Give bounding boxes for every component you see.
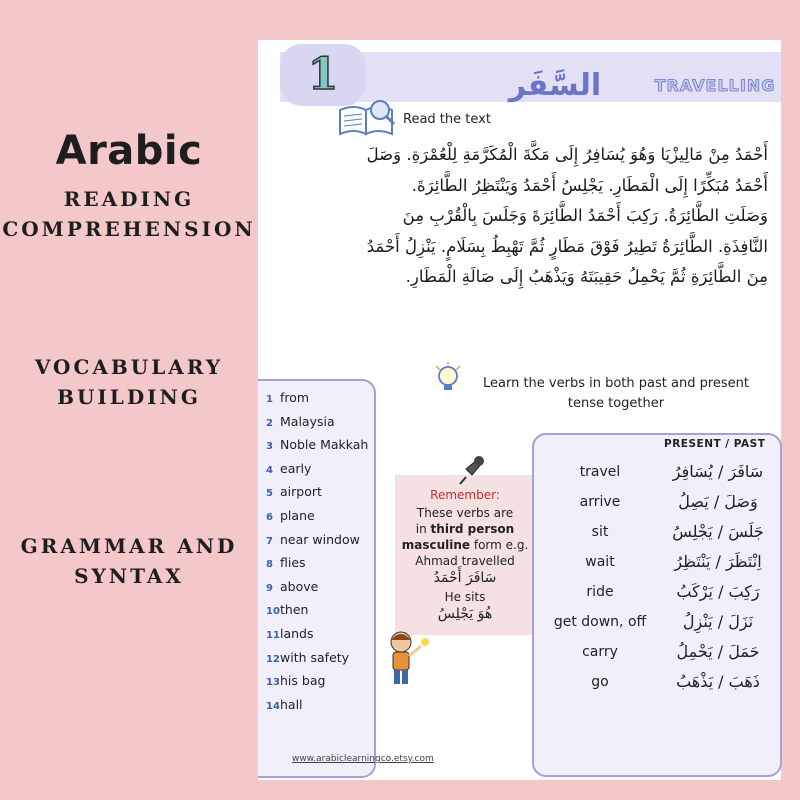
- vocab-number: 5: [266, 488, 273, 500]
- list-item: [266, 647, 374, 671]
- verb-english: travel: [579, 464, 621, 480]
- footer-link[interactable]: www.arabiclearningco.etsy.com: [292, 754, 434, 764]
- verb-english: sit: [591, 524, 609, 540]
- topic-grammar: [0, 531, 258, 591]
- vocab-number: 14: [266, 700, 280, 712]
- vocab-word: hall: [280, 696, 303, 712]
- vocab-number: 9: [266, 582, 273, 594]
- table-row: [534, 577, 780, 607]
- list-item: [266, 670, 374, 694]
- remember-note: [395, 475, 535, 635]
- list-item: [266, 505, 374, 529]
- vocabulary-list-panel: [258, 379, 376, 778]
- list-item: [266, 387, 374, 411]
- topic-grammar-line2: SYNTAX: [74, 564, 184, 588]
- worksheet-page: [258, 40, 781, 780]
- note-line: Ahmad travelled: [415, 554, 515, 568]
- boy-character-icon: [381, 628, 431, 690]
- verb-arabic: اِنْتَظَرَ / يَنْتَظِرُ: [674, 552, 762, 571]
- table-row: [534, 547, 780, 577]
- topic-vocabulary-line2: BUILDING: [57, 385, 201, 409]
- note-arabic: سَافَرَ أَحْمَدُ: [433, 570, 497, 586]
- table-row: [534, 517, 780, 547]
- verbs-table-panel: [532, 433, 782, 777]
- list-item: [266, 576, 374, 600]
- vocab-number: 3: [266, 441, 273, 453]
- vocab-word: airport: [280, 484, 322, 500]
- list-item: [266, 481, 374, 505]
- reading-passage: [286, 140, 768, 293]
- table-row: [534, 607, 780, 637]
- verbs-header: PRESENT / PAST: [664, 438, 766, 450]
- verb-arabic: سَافَرَ / يُسَافِرُ: [672, 462, 764, 481]
- list-item: [266, 694, 374, 718]
- lesson-number: 1: [307, 49, 339, 100]
- topic-vocabulary-line1: VOCABULARY: [34, 355, 224, 379]
- left-panel: [0, 0, 258, 800]
- topic-reading-line1: READING: [63, 187, 195, 211]
- lesson-number-badge: [280, 44, 366, 106]
- passage-line: وَصَلَتِ الطَّائِرَةُ. رَكِبَ أَحْمَدُ الطَّائِرَةَ وَجَلَسَ بِالْقُرْبِ مِنَ: [402, 206, 768, 225]
- vocab-word: then: [280, 602, 309, 618]
- vocab-word: near window: [280, 531, 360, 547]
- verb-arabic: جَلَسَ / يَجْلِسُ: [672, 522, 764, 541]
- note-line: [395, 521, 535, 537]
- vocab-word: Malaysia: [280, 413, 335, 429]
- note-title: Remember:: [430, 488, 500, 502]
- vocab-number: 13: [266, 677, 280, 689]
- table-row: [534, 637, 780, 667]
- passage-line: مِنَ الطَّائِرَةِ ثُمَّ يَحْمِلُ حَقِيبَتَهُ وَيَذْهَبُ إِلَى صَالَةِ الْمَطَارِ.: [405, 267, 768, 286]
- lightbulb-icon: [433, 362, 463, 398]
- vocab-number: 12: [266, 653, 280, 665]
- learn-instruction: Learn the verbs in both past and present tense together: [482, 376, 749, 411]
- vocab-number: 11: [266, 629, 280, 641]
- read-instruction: Read the text: [403, 112, 491, 127]
- note-emphasis: third person: [430, 522, 515, 536]
- vocab-word: flies: [280, 555, 306, 571]
- passage-line: أَحْمَدُ مُبَكِّرًا إِلَى الْمَطَارِ. يَجْلِسُ أَحْمَدُ وَيَنْتَظِرُ الطَّائِرَةَ.: [411, 175, 768, 195]
- note-arabic: هُوَ يَجْلِسُ: [437, 606, 493, 622]
- verb-arabic: حَمَلَ / يَحْمِلُ: [676, 642, 760, 661]
- list-item: [266, 599, 374, 623]
- vocab-word: early: [280, 460, 312, 476]
- note-line: These verbs are: [416, 506, 514, 520]
- topic-vocabulary: [0, 352, 258, 412]
- english-title: TRAVELLING: [654, 76, 776, 95]
- vocab-number: 6: [266, 511, 273, 523]
- pushpin-icon: [456, 455, 486, 485]
- vocab-word: Noble Makkah: [280, 437, 369, 453]
- vocab-number: 4: [266, 464, 273, 476]
- brand-title: Arabic: [55, 128, 203, 174]
- passage-line: أَحْمَدُ مِنْ مَالِيزْيَا وَهُوَ يُسَافِرُ إِلَى مَكَّةَ الْمُكَرَّمَةِ لِلْعُمْرَةِ. وَصَلَ: [366, 145, 768, 164]
- note-text: form e.g.: [470, 538, 529, 552]
- vocab-word: lands: [280, 625, 314, 641]
- list-item: [266, 623, 374, 647]
- note-text: in: [415, 522, 431, 536]
- vocab-word: above: [280, 578, 319, 594]
- verb-english: ride: [586, 584, 614, 600]
- list-item: [266, 529, 374, 553]
- vocab-number: 1: [266, 394, 273, 405]
- verb-arabic: نَزَلَ / يَنْزِلُ: [682, 612, 754, 631]
- vocab-number: 7: [266, 535, 273, 547]
- verb-arabic: رَكِبَ / يَرْكَبُ: [676, 582, 760, 601]
- verb-english: get down, off: [553, 614, 647, 630]
- topic-reading: [0, 184, 258, 244]
- verb-english: arrive: [579, 494, 621, 510]
- topic-reading-line2: COMPREHENSION: [2, 217, 256, 241]
- table-row: [534, 487, 780, 517]
- verb-english: carry: [582, 644, 618, 660]
- arabic-title: السَّفَر: [508, 68, 602, 103]
- list-item: [266, 458, 374, 482]
- vocab-word: from: [280, 390, 310, 405]
- topic-grammar-line1: GRAMMAR AND: [20, 534, 238, 558]
- vocab-number: 8: [266, 559, 273, 571]
- note-line: [395, 537, 535, 553]
- vocab-number: 2: [266, 417, 273, 429]
- note-emphasis: masculine: [401, 538, 471, 552]
- book-magnifier-icon: [336, 98, 398, 138]
- verb-english: wait: [585, 554, 615, 570]
- vocab-number: 10: [266, 606, 280, 618]
- list-item: [266, 434, 374, 458]
- note-line: He sits: [444, 590, 486, 604]
- list-item: [266, 411, 374, 435]
- vocab-word: his bag: [280, 673, 326, 689]
- list-item: [266, 552, 374, 576]
- vocab-word: with safety: [280, 649, 350, 665]
- table-row: [534, 667, 780, 697]
- verb-english: go: [591, 674, 609, 690]
- passage-line: النَّافِذَةِ. الطَّائِرَةُ تَطِيرُ فَوْقَ مَطَارٍ ثُمَّ تَهْبِطُ بِسَلَامٍ. يَنْزِلُ أَحْمَدُ: [366, 236, 768, 256]
- verb-arabic: وَصَلَ / يَصِلُ: [678, 492, 758, 511]
- vocab-word: plane: [280, 507, 315, 523]
- table-row: [534, 457, 780, 487]
- verb-arabic: ذَهَبَ / يَذْهَبُ: [676, 672, 760, 691]
